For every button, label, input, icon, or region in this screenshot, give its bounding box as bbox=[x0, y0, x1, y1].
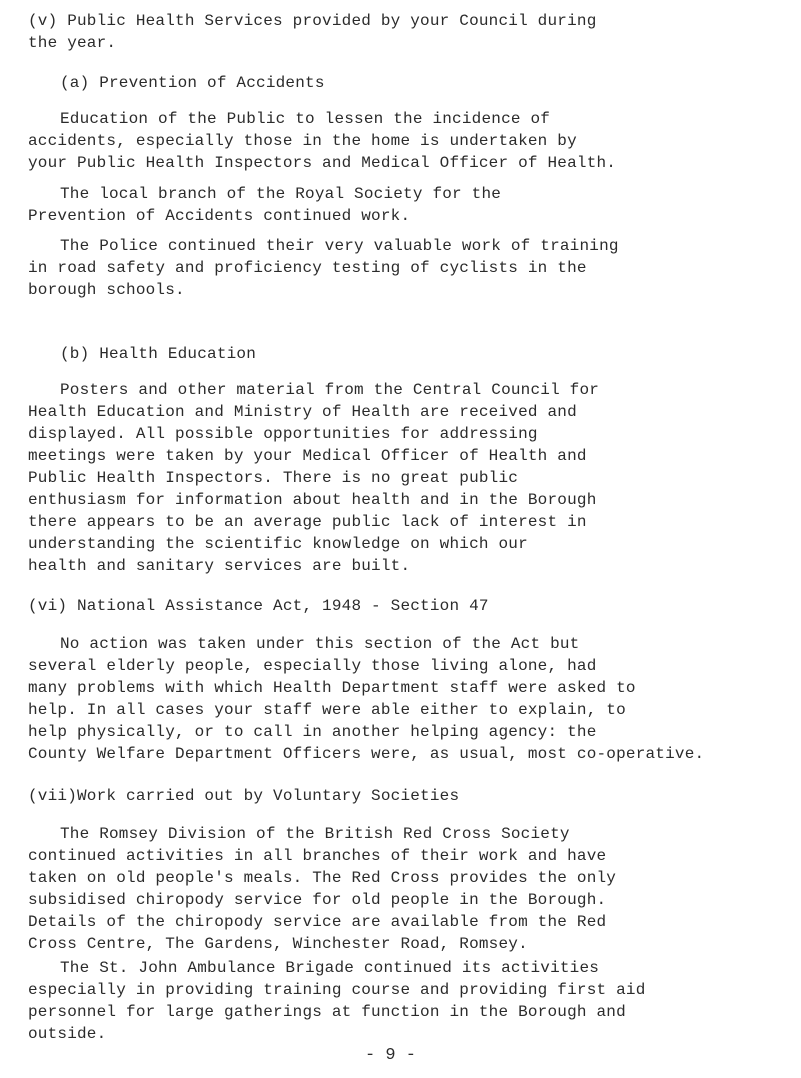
section-a-para1-line-1: Education of the Public to lessen the incidence of bbox=[60, 110, 551, 128]
section-b-para1-line-7: there appears to be an average public lack of interest in bbox=[28, 513, 587, 531]
page-number: - 9 - bbox=[365, 1046, 417, 1065]
section-v-heading-line-1: (v) Public Health Services provided by your Council during bbox=[28, 12, 597, 30]
section-vii-para2-line-2: especially in providing training course and providing first aid bbox=[28, 981, 646, 999]
section-b-para1-line-4: meetings were taken by your Medical Officer of Health and bbox=[28, 447, 587, 465]
section-vii-para1-line-1: The Romsey Division of the British Red Cross Society bbox=[60, 825, 570, 843]
section-vii-para1-line-3: taken on old people's meals. The Red Cross provides the only bbox=[28, 869, 617, 887]
section-vi-para1-line-5: help physically, or to call in another helping agency: the bbox=[28, 723, 597, 741]
section-b-para1-line-9: health and sanitary services are built. bbox=[28, 557, 411, 575]
section-vii-para2-line-1: The St. John Ambulance Brigade continued its activities bbox=[60, 959, 600, 977]
section-a-para3-line-2: in road safety and proficiency testing of cyclists in the bbox=[28, 259, 587, 277]
section-b-para1-line-6: enthusiasm for information about health and in the Borough bbox=[28, 491, 597, 509]
section-a-para1-line-2: accidents, especially those in the home is undertaken by bbox=[28, 132, 577, 150]
section-vii-para1-line-2: continued activities in all branches of their work and have bbox=[28, 847, 607, 865]
section-vii-para1-line-4: subsidised chiropody service for old people in the Borough. bbox=[28, 891, 607, 909]
section-b-para1-line-2: Health Education and Ministry of Health are received and bbox=[28, 403, 577, 421]
section-vi-para1-line-6: County Welfare Department Officers were, as usual, most co-operative. bbox=[28, 745, 705, 763]
section-vii-para2-line-3: personnel for large gatherings at function in the Borough and bbox=[28, 1003, 626, 1021]
section-b-heading: (b) Health Education bbox=[60, 345, 257, 363]
section-a-para2-line-1: The local branch of the Royal Society for the bbox=[60, 185, 502, 203]
section-a-para2-line-2: Prevention of Accidents continued work. bbox=[28, 207, 411, 225]
section-a-para3-line-3: borough schools. bbox=[28, 281, 185, 299]
section-a-para1-line-3: your Public Health Inspectors and Medical Officer of Health. bbox=[28, 154, 617, 172]
section-vii-para2-line-4: outside. bbox=[28, 1025, 107, 1043]
section-vii-para1-line-6: Cross Centre, The Gardens, Winchester Road, Romsey. bbox=[28, 935, 528, 953]
section-b-para1-line-8: understanding the scientific knowledge on which our bbox=[28, 535, 528, 553]
section-vii-heading: (vii)Work carried out by Voluntary Societies bbox=[28, 787, 460, 805]
section-b-para1-line-3: displayed. All possible opportunities for addressing bbox=[28, 425, 538, 443]
section-b-para1-line-5: Public Health Inspectors. There is no great public bbox=[28, 469, 519, 487]
section-a-heading: (a) Prevention of Accidents bbox=[60, 74, 325, 92]
section-a-para3-line-1: The Police continued their very valuable work of training bbox=[60, 237, 619, 255]
section-vi-para1-line-2: several elderly people, especially those living alone, had bbox=[28, 657, 597, 675]
section-vi-para1-line-4: help. In all cases your staff were able either to explain, to bbox=[28, 701, 626, 719]
section-v-heading-line-2: the year. bbox=[28, 34, 117, 52]
section-vi-heading: (vi) National Assistance Act, 1948 - Section 47 bbox=[28, 597, 489, 615]
section-vi-para1-line-3: many problems with which Health Department staff were asked to bbox=[28, 679, 636, 697]
section-b-para1-line-1: Posters and other material from the Central Council for bbox=[60, 381, 600, 399]
section-vii-para1-line-5: Details of the chiropody service are available from the Red bbox=[28, 913, 607, 931]
section-vi-para1-line-1: No action was taken under this section of the Act but bbox=[60, 635, 580, 653]
